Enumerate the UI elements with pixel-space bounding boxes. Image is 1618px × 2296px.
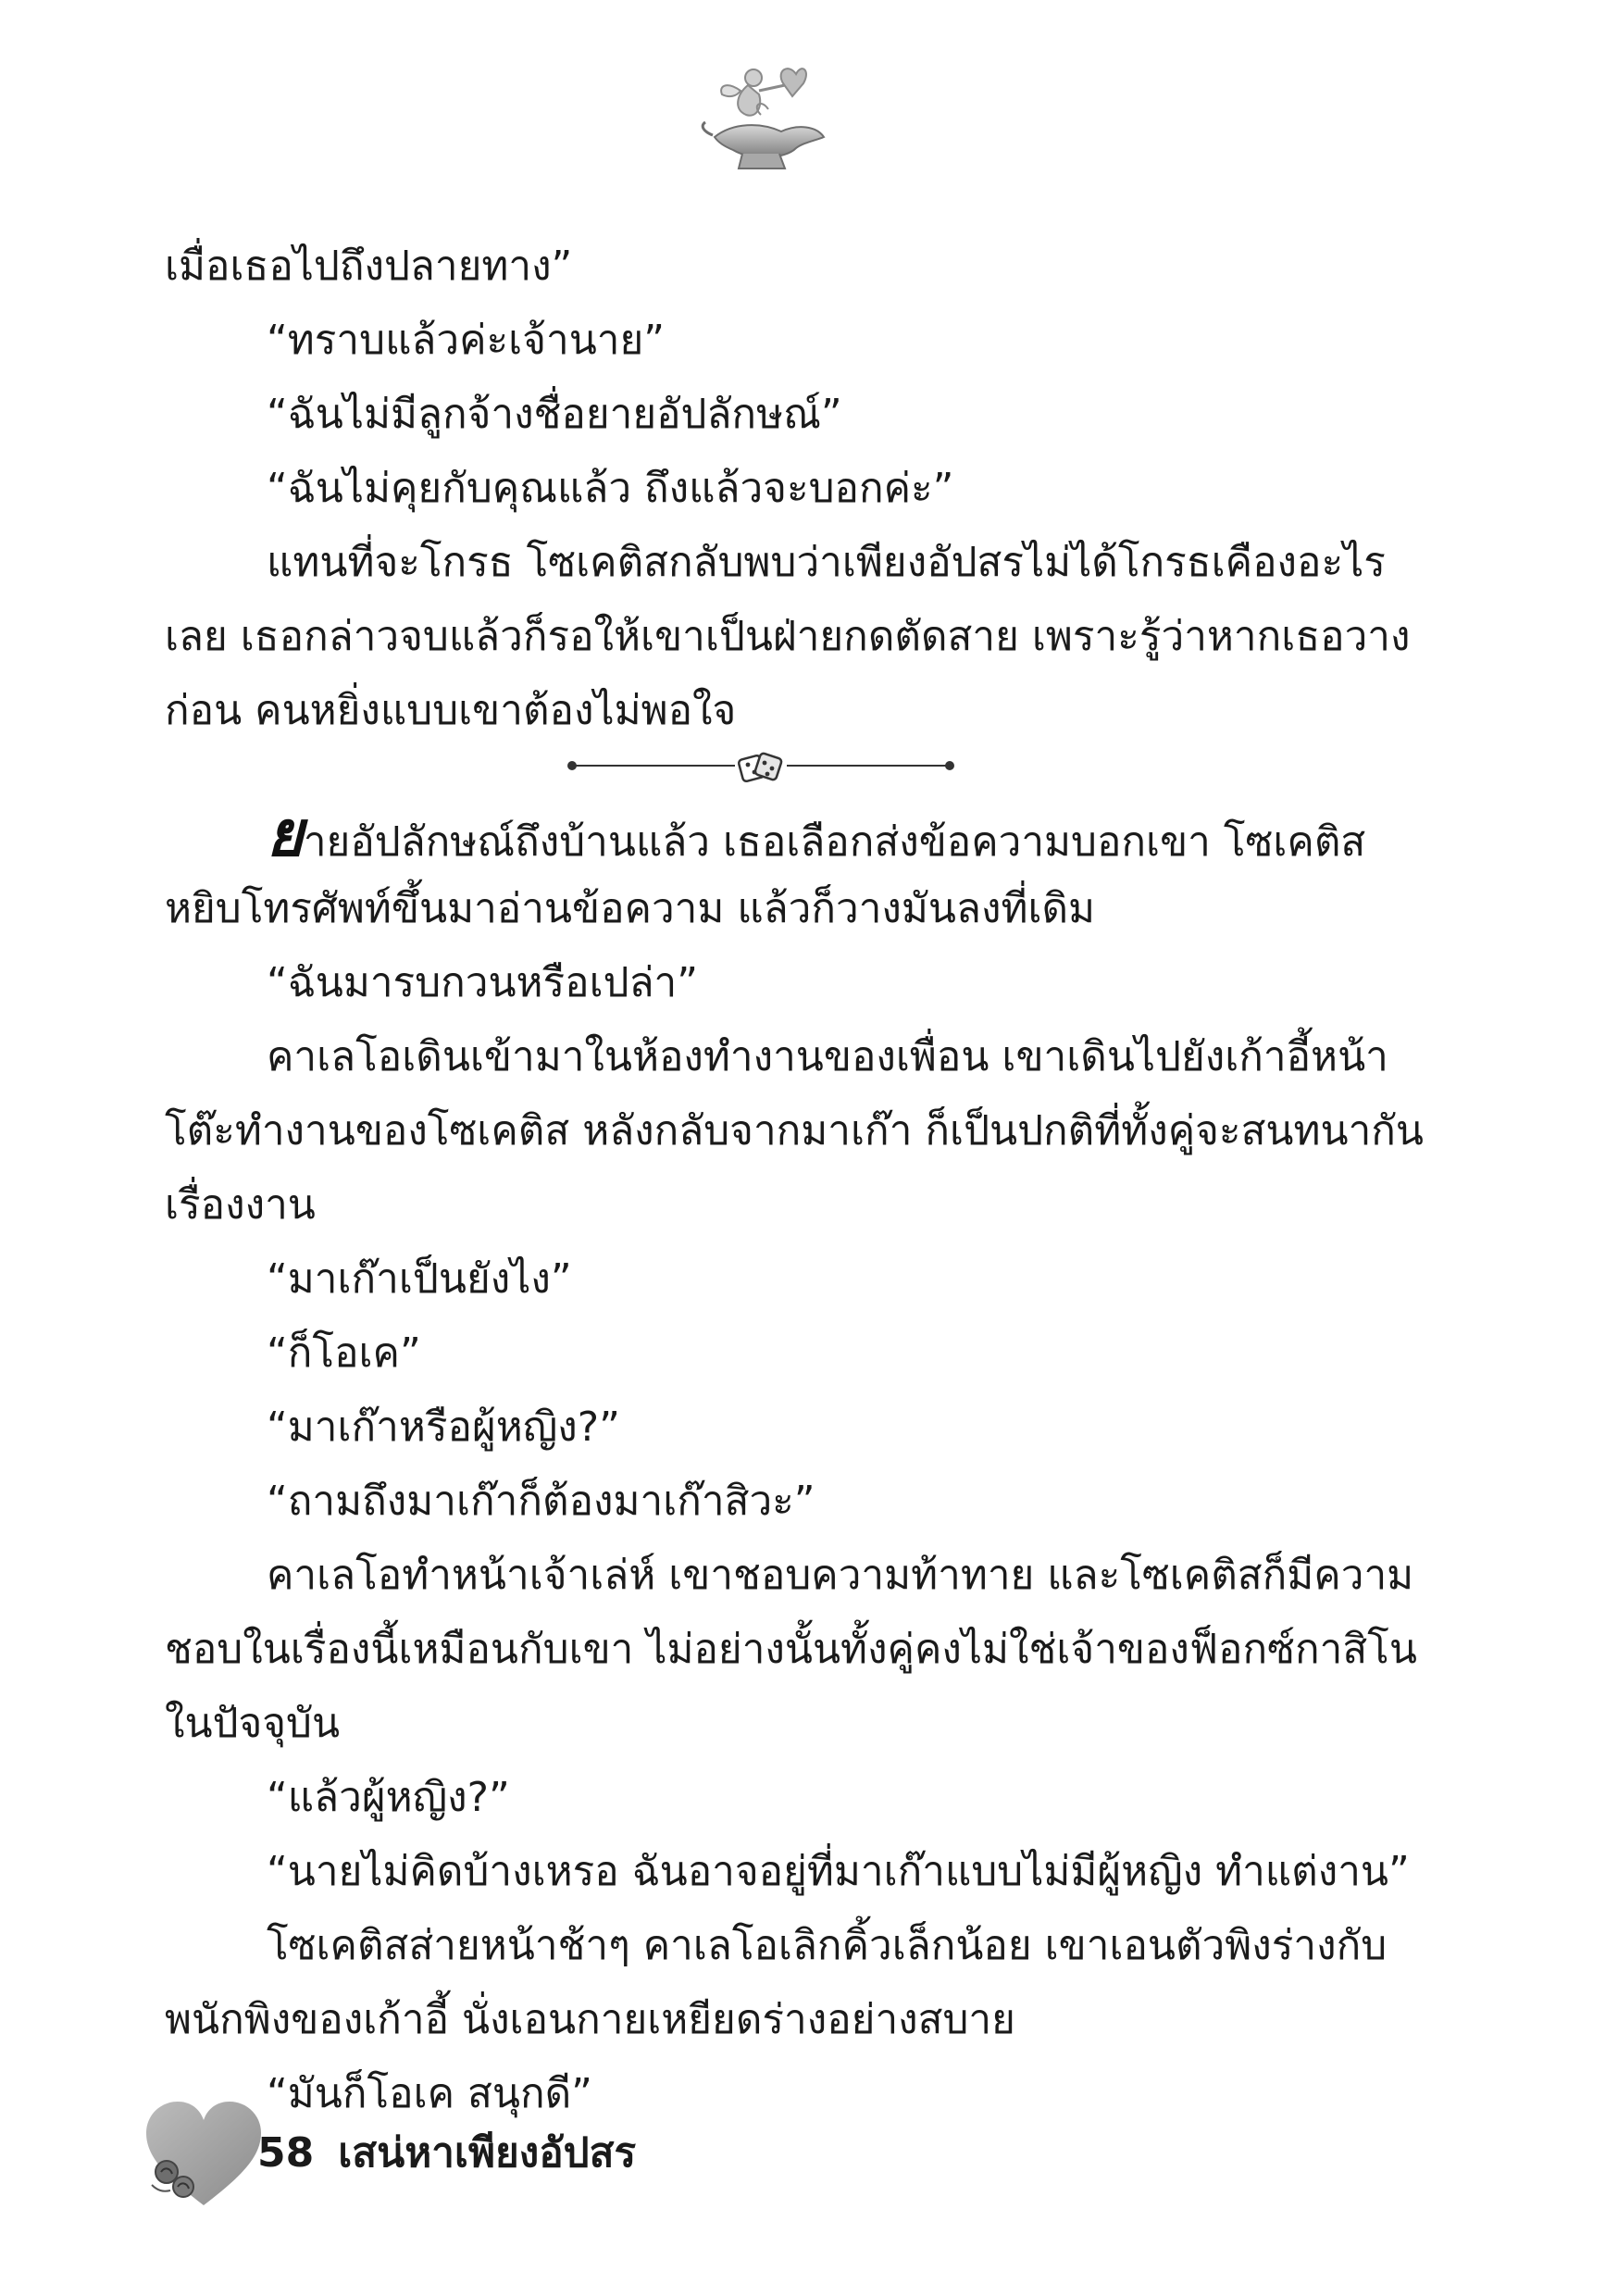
text-line: ในปัจจุบัน (165, 1700, 341, 1747)
text-line: เลย เธอกล่าวจบแล้วก็รอให้เขาเป็นฝ่ายกดตัดสาย เพราะรู้ว่าหากเธอวาง (165, 613, 1411, 660)
lamp-with-cupid-ornament-icon (696, 57, 835, 178)
text-line: แทนที่จะโกรธ โซเคติสกลับพบว่าเพียงอัปสรไม่ได้โกรธเคืองอะไร (267, 539, 1386, 586)
text-line: คาเลโอทำหน้าเจ้าเล่ห์ เขาชอบความท้าทาย และโซเคติสก็มีความ (267, 1552, 1414, 1599)
dice-divider-icon (566, 742, 955, 789)
page-number: 58 (257, 2129, 315, 2177)
text-line: เรื่องงาน (165, 1181, 316, 1229)
text-line: โซเคติสส่ายหน้าช้าๆ คาเลโอเลิกคิ้วเล็กน้อย เขาเอนตัวพิงร่างกับ (267, 1922, 1388, 1969)
text-line: “นายไม่คิดบ้างเหรอ ฉันอาจอยู่ที่มาเก๊าแบบไม่มีผู้หญิง ทำแต่งาน” (267, 1848, 1410, 1895)
text-line: พนักพิงของเก้าอี้ นั่งเอนกายเหยียดร่างอย่างสบาย (165, 1996, 1015, 2043)
text-line: ก่อน คนหยิ่งแบบเขาต้องไม่พอใจ (165, 687, 737, 734)
text-line: ชอบในเรื่องนี้เหมือนกับเขา ไม่อย่างนั้นทั้งคู่คงไม่ใช่เจ้าของฟ็อกซ์กาสิโน (165, 1626, 1417, 1673)
text-line: “แล้วผู้หญิง?” (267, 1774, 510, 1821)
text-line: คาเลโอเดินเข้ามาในห้องทำงานของเพื่อน เขาเดินไปยังเก้าอี้หน้า (267, 1033, 1388, 1080)
page-footer (139, 2094, 879, 2215)
footer-text (257, 2126, 636, 2181)
text-line: หยิบโทรศัพท์ขึ้นมาอ่านข้อความ แล้วก็วางมันลงที่เดิม (165, 885, 1096, 932)
text-line: “ทราบแล้วค่ะเจ้านาย” (267, 317, 666, 364)
text-line: เมื่อเธอไปถึงปลายทาง” (165, 243, 573, 290)
text-line-rest: ายอัปลักษณ์ถึงบ้านแล้ว เธอเลือกส่งข้อความบอกเขา โซเคติส (303, 818, 1366, 866)
text-line: โต๊ะทำงานของโซเคติส หลังกลับจากมาเก๊า ก็เป็นปกติที่ทั้งคู่จะสนทนากัน (165, 1107, 1425, 1154)
text-line: “ฉันไม่คุยกับคุณแล้ว ถึงแล้วจะบอกค่ะ” (267, 465, 954, 512)
text-line: “มันก็โอเค สนุกดี” (267, 2070, 592, 2117)
text-line: “ฉันไม่มีลูกจ้างชื่อยายอัปลักษณ์” (267, 391, 842, 438)
text-line-with-drop-letter (267, 798, 1366, 871)
text-line: “ถามถึงมาเก๊าก็ต้องมาเก๊าสิวะ” (267, 1478, 815, 1525)
text-line: “ฉันมารบกวนหรือเปล่า” (267, 959, 699, 1006)
drop-letter: ย (267, 798, 304, 871)
book-title: เสน่หาเพียงอัปสร (338, 2129, 637, 2177)
text-line: “ก็โอเค” (267, 1329, 421, 1377)
heart-with-roses-icon (139, 2094, 268, 2215)
text-line: “มาเก๊าหรือผู้หญิง?” (267, 1404, 620, 1451)
text-line: “มาเก๊าเป็นยังไง” (267, 1255, 572, 1303)
